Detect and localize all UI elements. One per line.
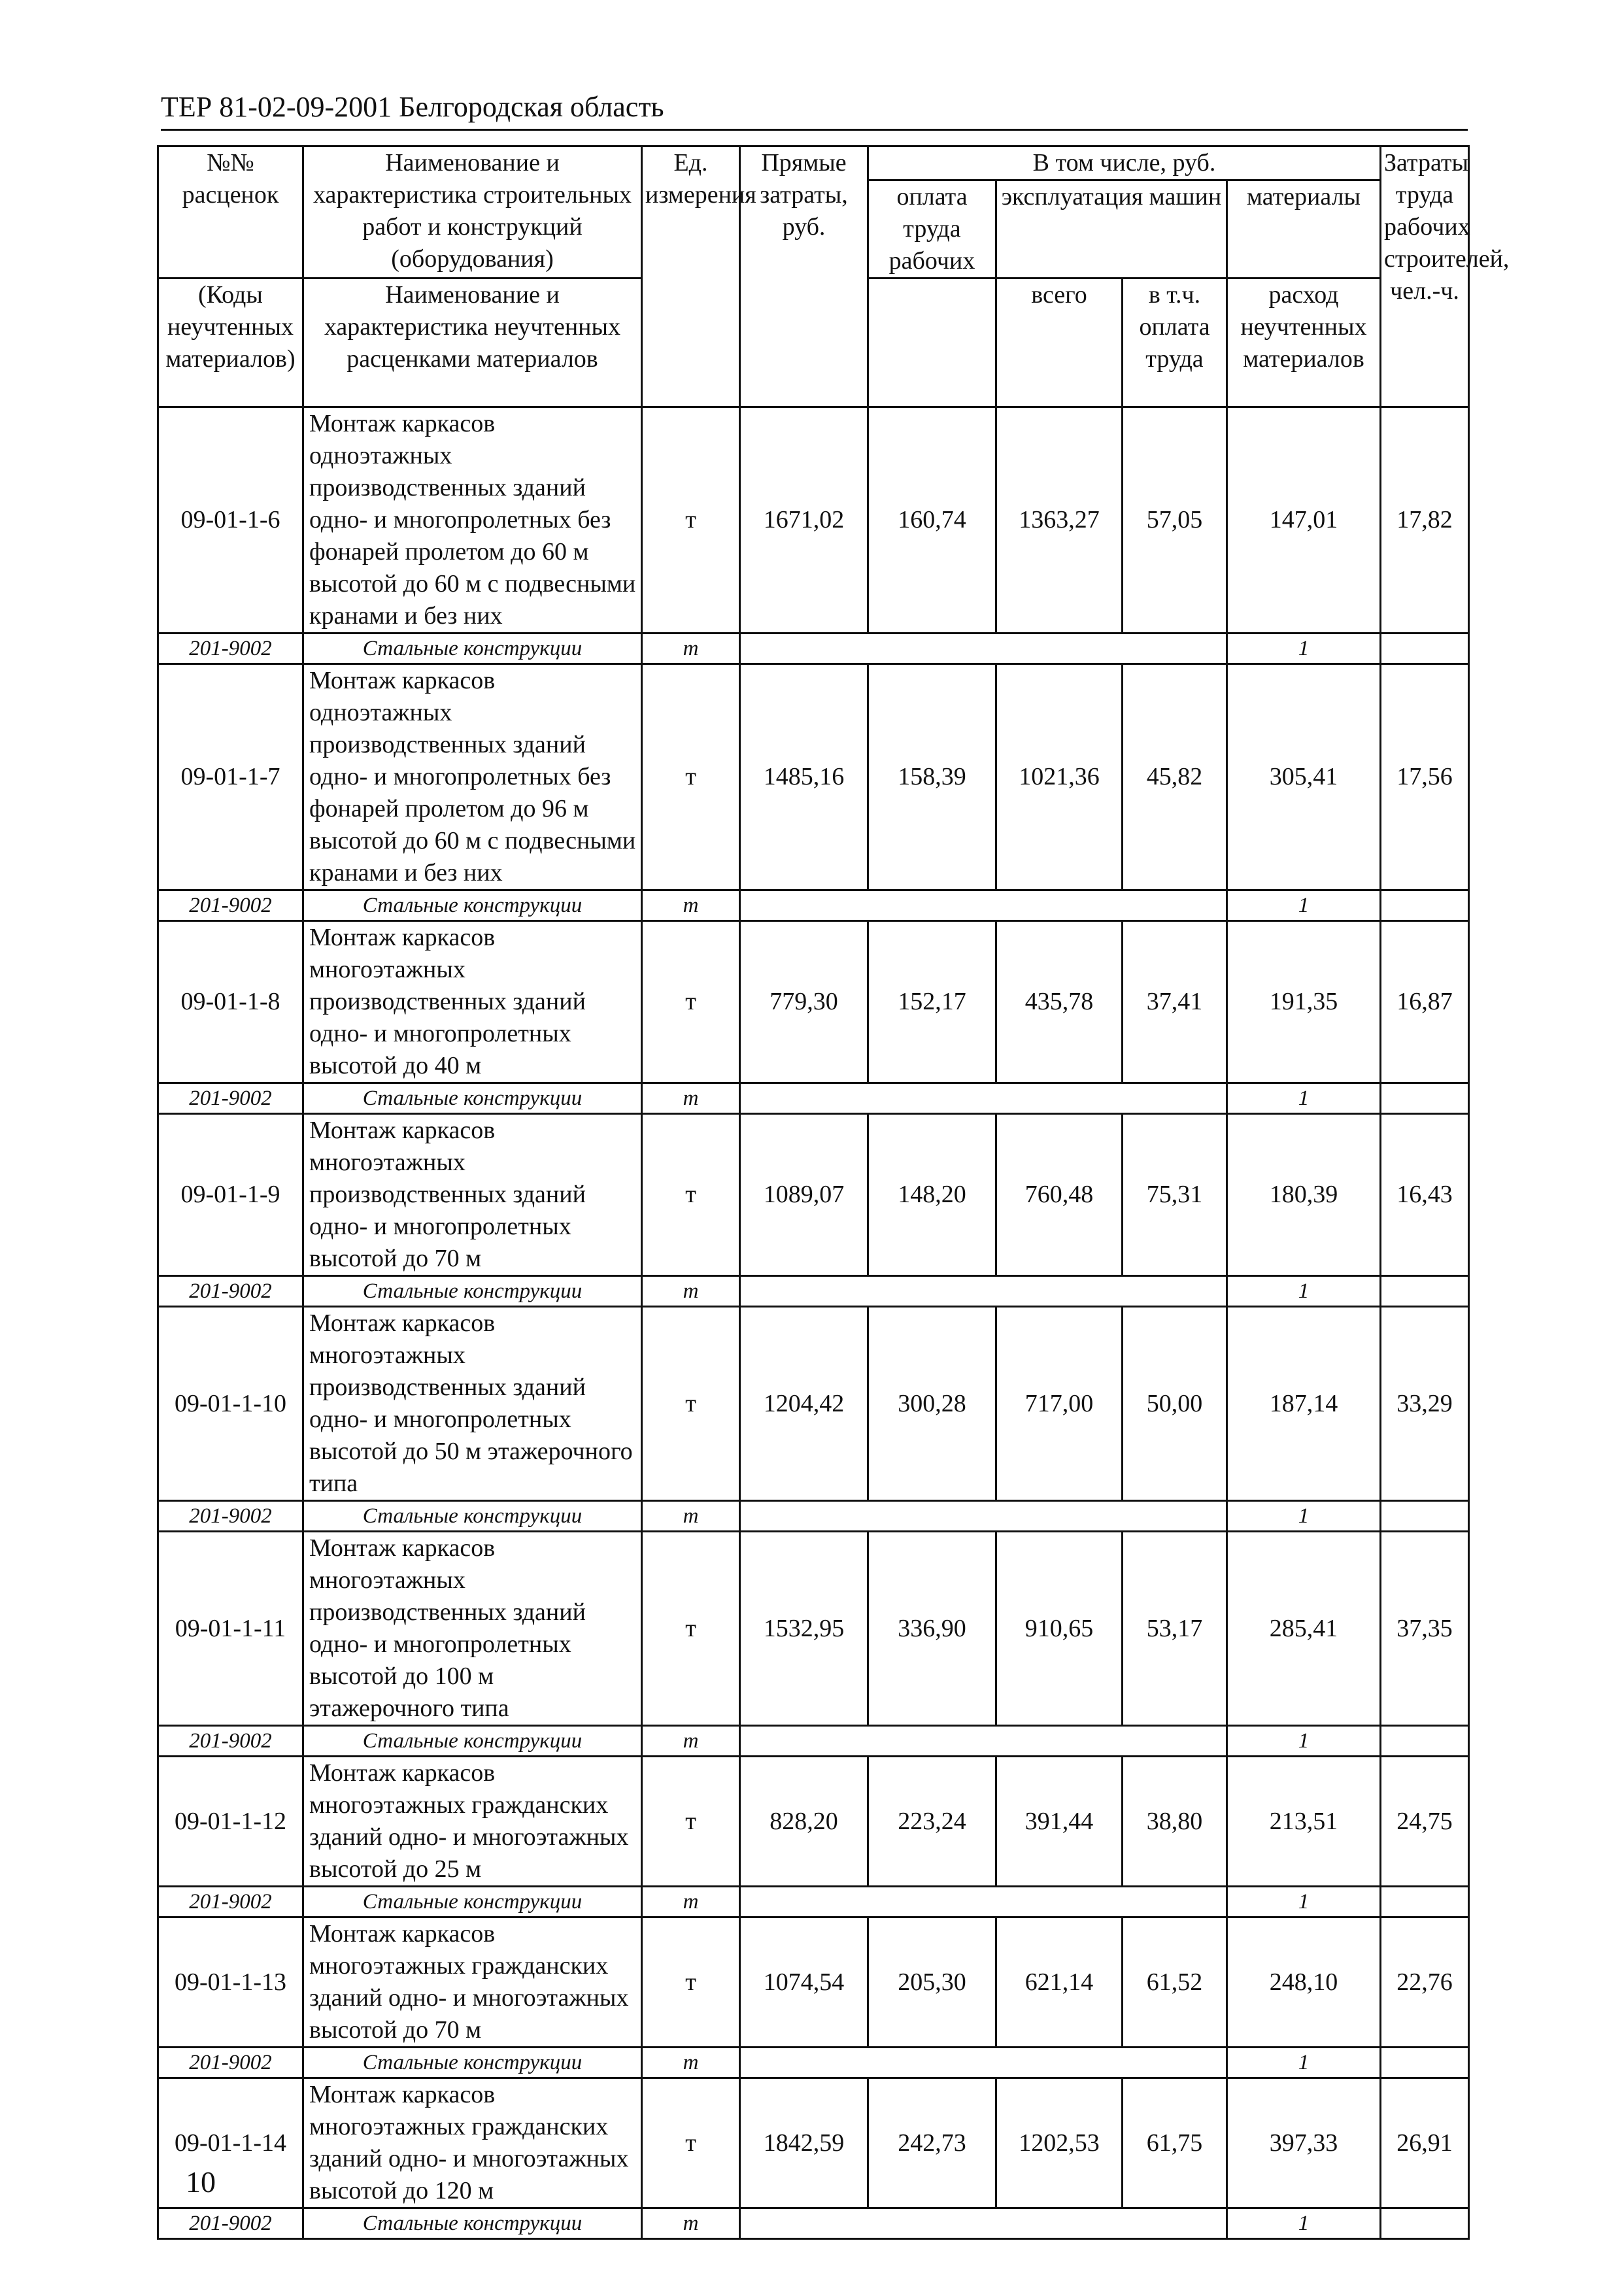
material-unit: т	[642, 1501, 740, 1532]
direct-costs: 828,20	[740, 1757, 868, 1887]
material-quantity: 1	[1227, 1083, 1381, 1114]
direct-costs: 779,30	[740, 921, 868, 1083]
wages: 152,17	[868, 921, 996, 1083]
material-code: 201-9002	[158, 633, 303, 664]
unit: т	[642, 1114, 740, 1276]
material-code: 201-9002	[158, 1726, 303, 1757]
labor-costs: 37,35	[1381, 1532, 1469, 1726]
unit: т	[642, 1917, 740, 2048]
rate-code: 09-01-1-14	[158, 2078, 303, 2208]
wages: 205,30	[868, 1917, 996, 2048]
header-material-names: Наименование и характеристика неучтенных расценками материалов	[303, 278, 642, 407]
material-code: 201-9002	[158, 2048, 303, 2078]
machines-wages: 38,80	[1123, 1757, 1227, 1887]
machines-wages: 75,31	[1123, 1114, 1227, 1276]
rate-row	[158, 1114, 1469, 1276]
direct-costs: 1204,42	[740, 1307, 868, 1501]
direct-costs: 1842,59	[740, 2078, 868, 2208]
material-row	[158, 1501, 1469, 1532]
material-blank	[1381, 1083, 1469, 1114]
material-blank	[740, 1887, 1227, 1917]
material-quantity: 1	[1227, 633, 1381, 664]
material-row	[158, 2208, 1469, 2239]
material-name: Стальные конструкции	[303, 890, 642, 921]
machines-total: 391,44	[996, 1757, 1123, 1887]
materials: 305,41	[1227, 664, 1381, 890]
wages: 148,20	[868, 1114, 996, 1276]
material-code: 201-9002	[158, 890, 303, 921]
material-blank	[1381, 2208, 1469, 2239]
machines-wages: 50,00	[1123, 1307, 1227, 1501]
work-description: Монтаж каркасов многоэтажных производственных зданий одно- и многопролетных высотой до 50 м этажерочного типа	[303, 1307, 642, 1501]
work-description: Монтаж каркасов одноэтажных производственных зданий одно- и многопролетных без фонарей пролетом до 96 м высотой до 60 м с подвесными кранами и без них	[303, 664, 642, 890]
header-material-consumption: расход неучтенных материалов	[1227, 278, 1381, 407]
labor-costs: 17,82	[1381, 407, 1469, 633]
material-name: Стальные конструкции	[303, 1276, 642, 1307]
labor-costs: 16,43	[1381, 1114, 1469, 1276]
rate-code: 09-01-1-11	[158, 1532, 303, 1726]
material-row	[158, 1276, 1469, 1307]
material-blank	[1381, 1501, 1469, 1532]
material-blank	[740, 890, 1227, 921]
material-blank	[740, 2048, 1227, 2078]
header-row-1	[158, 146, 1469, 180]
work-description: Монтаж каркасов многоэтажных гражданских зданий одно- и многоэтажных высотой до 120 м	[303, 2078, 642, 2208]
direct-costs: 1485,16	[740, 664, 868, 890]
header-unit: Ед. измерения	[642, 146, 740, 407]
materials: 248,10	[1227, 1917, 1381, 2048]
header-machines-total: всего	[996, 278, 1123, 407]
direct-costs: 1089,07	[740, 1114, 868, 1276]
rate-row	[158, 407, 1469, 633]
header-direct-costs: Прямые затраты, руб.	[740, 146, 868, 407]
wages: 223,24	[868, 1757, 996, 1887]
materials: 285,41	[1227, 1532, 1381, 1726]
material-name: Стальные конструкции	[303, 1083, 642, 1114]
material-unit: т	[642, 2208, 740, 2239]
rate-code: 09-01-1-10	[158, 1307, 303, 1501]
material-quantity: 1	[1227, 1501, 1381, 1532]
material-name: Стальные конструкции	[303, 2048, 642, 2078]
labor-costs: 26,91	[1381, 2078, 1469, 2208]
work-description: Монтаж каркасов многоэтажных производственных зданий одно- и многопролетных высотой до 70 м	[303, 1114, 642, 1276]
rate-row	[158, 921, 1469, 1083]
materials: 187,14	[1227, 1307, 1381, 1501]
work-description: Монтаж каркасов многоэтажных гражданских зданий одно- и многоэтажных высотой до 25 м	[303, 1757, 642, 1887]
material-blank	[740, 1726, 1227, 1757]
machines-total: 435,78	[996, 921, 1123, 1083]
labor-costs: 24,75	[1381, 1757, 1469, 1887]
machines-total: 1021,36	[996, 664, 1123, 890]
material-quantity: 1	[1227, 890, 1381, 921]
material-row	[158, 1887, 1469, 1917]
work-description: Монтаж каркасов многоэтажных производственных зданий одно- и многопролетных высотой до 40 м	[303, 921, 642, 1083]
work-description: Монтаж каркасов многоэтажных производственных зданий одно- и многопролетных высотой до 100 м этажерочного типа	[303, 1532, 642, 1726]
materials: 213,51	[1227, 1757, 1381, 1887]
machines-wages: 53,17	[1123, 1532, 1227, 1726]
header-rule	[161, 129, 1468, 131]
rate-row	[158, 1917, 1469, 2048]
labor-costs: 33,29	[1381, 1307, 1469, 1501]
material-code: 201-9002	[158, 1501, 303, 1532]
material-blank	[1381, 1887, 1469, 1917]
machines-wages: 45,82	[1123, 664, 1227, 890]
rate-row	[158, 2078, 1469, 2208]
material-unit: т	[642, 1726, 740, 1757]
work-description: Монтаж каркасов многоэтажных гражданских зданий одно- и многоэтажных высотой до 70 м	[303, 1917, 642, 2048]
material-name: Стальные конструкции	[303, 633, 642, 664]
header-code: №№ расценок	[158, 146, 303, 278]
rates-table	[157, 145, 1510, 2240]
unit: т	[642, 664, 740, 890]
material-row	[158, 1083, 1469, 1114]
machines-total: 910,65	[996, 1532, 1123, 1726]
material-unit: т	[642, 1083, 740, 1114]
material-blank	[1381, 890, 1469, 921]
material-blank	[1381, 1726, 1469, 1757]
labor-costs: 16,87	[1381, 921, 1469, 1083]
material-row	[158, 890, 1469, 921]
page-header: ТЕР 81-02-09-2001 Белгородская область	[161, 91, 664, 123]
material-unit: т	[642, 890, 740, 921]
material-row	[158, 2048, 1469, 2078]
labor-costs: 17,56	[1381, 664, 1469, 890]
direct-costs: 1532,95	[740, 1532, 868, 1726]
materials: 147,01	[1227, 407, 1381, 633]
machines-total: 717,00	[996, 1307, 1123, 1501]
material-unit: т	[642, 2048, 740, 2078]
rate-code: 09-01-1-7	[158, 664, 303, 890]
material-code: 201-9002	[158, 1276, 303, 1307]
rate-row	[158, 664, 1469, 890]
header-labor-costs: Затраты труда рабочих строителей, чел.-ч.	[1381, 146, 1469, 407]
wages: 300,28	[868, 1307, 996, 1501]
wages: 242,73	[868, 2078, 996, 2208]
materials: 180,39	[1227, 1114, 1381, 1276]
rate-code: 09-01-1-12	[158, 1757, 303, 1887]
materials: 191,35	[1227, 921, 1381, 1083]
material-name: Стальные конструкции	[303, 1887, 642, 1917]
material-blank	[740, 2208, 1227, 2239]
materials: 397,33	[1227, 2078, 1381, 2208]
wages: 160,74	[868, 407, 996, 633]
unit: т	[642, 921, 740, 1083]
material-name: Стальные конструкции	[303, 2208, 642, 2239]
material-blank	[1381, 1276, 1469, 1307]
unit: т	[642, 407, 740, 633]
material-code: 201-9002	[158, 1083, 303, 1114]
material-code: 201-9002	[158, 1887, 303, 1917]
machines-total: 1202,53	[996, 2078, 1123, 2208]
material-quantity: 1	[1227, 1726, 1381, 1757]
rate-row	[158, 1307, 1469, 1501]
material-blank	[740, 1501, 1227, 1532]
rate-row	[158, 1532, 1469, 1726]
rate-code: 09-01-1-9	[158, 1114, 303, 1276]
labor-costs: 22,76	[1381, 1917, 1469, 2048]
header-material-codes: (Коды неучтенных материалов)	[158, 278, 303, 407]
unit: т	[642, 2078, 740, 2208]
material-blank	[1381, 2048, 1469, 2078]
header-name: Наименование и характеристика строительных работ и конструкций (оборудования)	[303, 146, 642, 278]
material-quantity: 1	[1227, 1887, 1381, 1917]
material-name: Стальные конструкции	[303, 1501, 642, 1532]
rate-code: 09-01-1-8	[158, 921, 303, 1083]
machines-wages: 61,75	[1123, 2078, 1227, 2208]
header-including: В том числе, руб.	[868, 146, 1381, 180]
rate-code: 09-01-1-6	[158, 407, 303, 633]
wages: 158,39	[868, 664, 996, 890]
unit: т	[642, 1307, 740, 1501]
material-name: Стальные конструкции	[303, 1726, 642, 1757]
machines-total: 621,14	[996, 1917, 1123, 2048]
material-blank	[1381, 633, 1469, 664]
material-unit: т	[642, 1887, 740, 1917]
machines-wages: 61,52	[1123, 1917, 1227, 2048]
direct-costs: 1671,02	[740, 407, 868, 633]
header-machines: эксплуатация машин	[996, 180, 1227, 278]
machines-wages: 57,05	[1123, 407, 1227, 633]
material-quantity: 1	[1227, 2048, 1381, 2078]
machines-wages: 37,41	[1123, 921, 1227, 1083]
material-row	[158, 633, 1469, 664]
material-blank	[740, 1276, 1227, 1307]
work-description: Монтаж каркасов одноэтажных производственных зданий одно- и многопролетных без фонарей пролетом до 60 м высотой до 60 м с подвесными кранами и без них	[303, 407, 642, 633]
rate-row	[158, 1757, 1469, 1887]
machines-total: 1363,27	[996, 407, 1123, 633]
page-number: 10	[186, 2165, 216, 2199]
header-machines-wages: в т.ч. оплата труда	[1123, 278, 1227, 407]
material-unit: т	[642, 1276, 740, 1307]
header-wages: оплата труда рабочих	[868, 180, 996, 278]
header-materials: материалы	[1227, 180, 1381, 278]
machines-total: 760,48	[996, 1114, 1123, 1276]
unit: т	[642, 1757, 740, 1887]
material-blank	[740, 1083, 1227, 1114]
header-wages-cont	[868, 278, 996, 407]
material-blank	[740, 633, 1227, 664]
rate-code: 09-01-1-13	[158, 1917, 303, 2048]
material-code: 201-9002	[158, 2208, 303, 2239]
wages: 336,90	[868, 1532, 996, 1726]
material-unit: т	[642, 633, 740, 664]
unit: т	[642, 1532, 740, 1726]
material-quantity: 1	[1227, 2208, 1381, 2239]
material-quantity: 1	[1227, 1276, 1381, 1307]
material-row	[158, 1726, 1469, 1757]
direct-costs: 1074,54	[740, 1917, 868, 2048]
